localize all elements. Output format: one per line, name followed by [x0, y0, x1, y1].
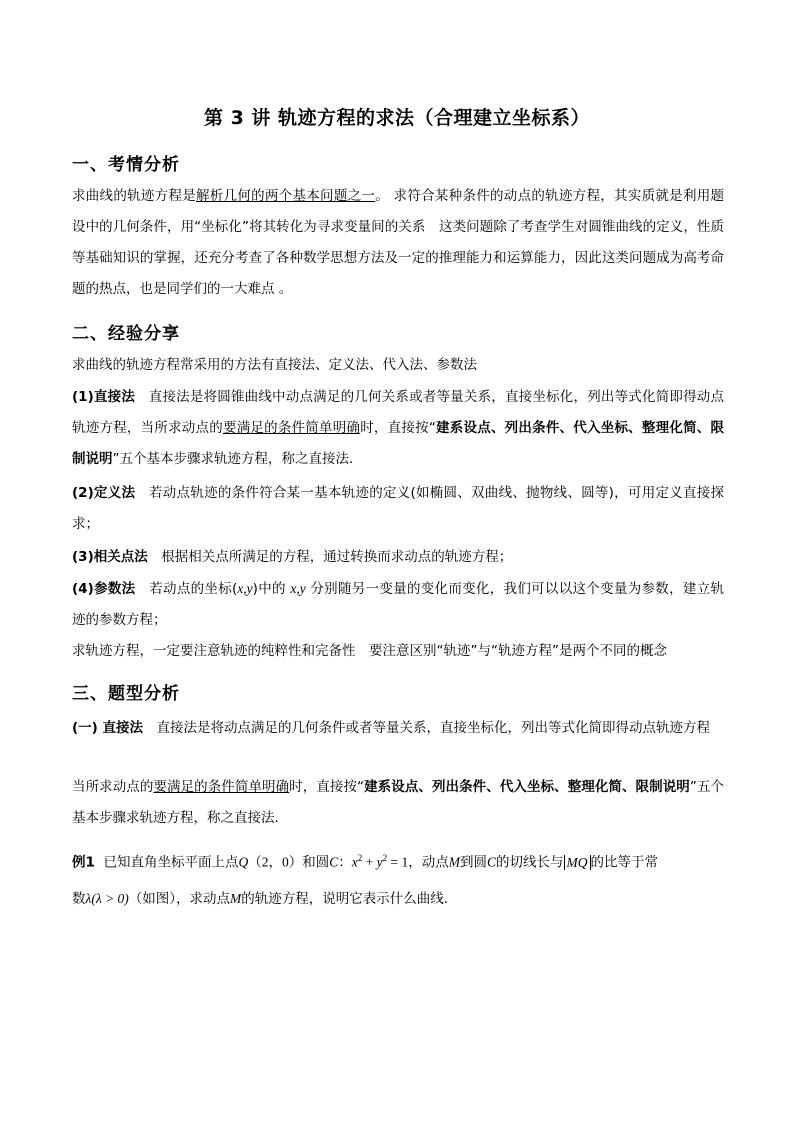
point-m-2: M: [230, 891, 242, 906]
method-direct-text3: ”五个基本步骤求轨迹方程，称之直接法.: [112, 451, 354, 467]
section-heading-problems: 三、题型分析: [72, 684, 180, 704]
method-parameter-vars: x,y: [290, 581, 306, 596]
circle-c: C: [329, 854, 339, 870]
type-direct-label: (一) 直接法: [72, 720, 144, 736]
method-parameter-coord: x,y: [237, 581, 253, 596]
method-direct-label: (1)直接法: [72, 389, 136, 405]
method-direct-steps: 建系设点、列出条件、代入坐标、整理化简、限制说明: [72, 420, 725, 467]
trajectory-note: 求轨迹方程，一定要注意轨迹的纯粹性和完备性 要注意区别“轨迹”与“轨迹方程”是两个不同的概念: [72, 643, 667, 659]
example-text-f: 的比等于常: [590, 854, 659, 871]
example-line-1: 例1 已知直角坐标平面上点Q（2，0）和圆C：$x^2 + y^2 = 1$，动点M到圆C的切线长与 MQ 的比等于常: [72, 853, 659, 871]
example-label: 例1: [72, 854, 95, 871]
page-title: 第 3 讲 轨迹方程的求法（合理建立坐标系）: [203, 107, 591, 129]
method-related-point: [72, 547, 512, 567]
method-definition-text: 若动点轨迹的条件符合某一基本轨迹的定义(如椭圆、双曲线、抛物线、圆等)，可用定义直接探求；: [72, 485, 724, 532]
eq-y: y: [376, 854, 383, 870]
section-heading-analysis: 一、考情分析: [72, 155, 180, 175]
example-text-b: 和圆: [302, 854, 330, 871]
circle-c-2: C: [487, 854, 497, 870]
method-parameter-label: (4)参数法: [72, 581, 136, 597]
method-definition-label: (2)定义法: [72, 485, 136, 501]
example-line-2: [72, 889, 448, 909]
type-direct-text: 直接法是将动点满足的几何条件或者等量关系，直接坐标化，列出等式化简即得动点轨迹方程: [143, 720, 711, 736]
method-direct-text2: 时，直接按“: [360, 420, 436, 436]
method-direct: [72, 382, 724, 475]
abs-mq: MQ: [564, 855, 591, 870]
method-definition: [72, 478, 724, 540]
example-colon: ：: [338, 854, 352, 871]
type-steps-mid: 时，直接按“: [289, 779, 365, 795]
type-steps-pre: 当所求动点的: [72, 779, 154, 795]
intro-paragraph: [72, 181, 724, 305]
eq-x: x: [351, 854, 358, 870]
eq-rest: = 1: [387, 854, 409, 870]
method-parameter-text1: 若动点的坐标(: [135, 581, 238, 597]
type-steps-underlined: 要满足的条件简单明确: [153, 779, 290, 795]
type-direct-steps: [72, 772, 724, 834]
example-text-e: 的切线长与: [496, 854, 564, 871]
method-direct-text1: 直接法是将圆锥曲线中动点满足的几何关系或者等量关系，直接坐标化，列出等式化简即得动点轨迹方程，当所求动点的: [72, 389, 725, 436]
example-text-c: ，动点: [408, 854, 449, 871]
method-related-text: 根据相关点所满足的方程，通过转换而求动点的轨迹方程；: [147, 549, 513, 565]
point-q: Q: [238, 854, 249, 870]
method-parameter-text3: 分别随另一变量的变化而变化，我们可以以这个变量为参数，建立轨迹的参数方程；: [72, 581, 724, 628]
methods-intro: 求曲线的轨迹方程常采用的方法有直接法、定义法、代入法、参数法: [72, 357, 477, 373]
example-text-h: （如图），求动点: [128, 891, 231, 907]
section-heading-experience: 二、经验分享: [72, 324, 180, 344]
example-text-a: 已知直角坐标平面上点: [103, 854, 239, 871]
lambda-condition: λ(λ > 0): [85, 891, 129, 906]
point-q-coord: （2，0）: [248, 854, 303, 870]
type-steps-bold: 建系设点、列出条件、代入坐标、整理化简、限制说明: [364, 779, 690, 795]
example-text-g: 数: [72, 891, 86, 907]
intro-rest: 。 求符合某种条件的动点的轨迹方程，其实质就是利用题设中的几何条件，用“坐标化”将其转化为寻求变量间的关系 这类问题除了考查学生对圆锥曲线的定义，性质等基础知识的掌握，还充分考查了各种数学思想方法及一定的推理能力和运算能力，因此这类问题成为高考命题的热点，也是同学们的一大难点 。: [72, 188, 725, 297]
eq-x-exp: 2: [357, 853, 363, 863]
method-related-label: (3)相关点法: [72, 549, 148, 565]
example-text-d: 到圆: [460, 854, 488, 871]
type-steps-post: ”五个基本步骤求轨迹方程，称之直接法.: [72, 779, 724, 826]
method-direct-underlined: 要满足的条件简单明确: [222, 420, 361, 436]
method-parameter: [72, 573, 724, 636]
example-text-i: 的轨迹方程，说明它表示什么曲线.: [241, 891, 449, 907]
method-parameter-text2: )中的: [252, 581, 291, 597]
type-direct: [72, 713, 724, 744]
eq-y-exp: 2: [382, 853, 388, 863]
intro-pre: 求曲线的轨迹方程是: [72, 188, 197, 204]
intro-underlined: 解析几何的两个基本问题之一: [196, 188, 376, 204]
point-m: M: [448, 854, 461, 870]
